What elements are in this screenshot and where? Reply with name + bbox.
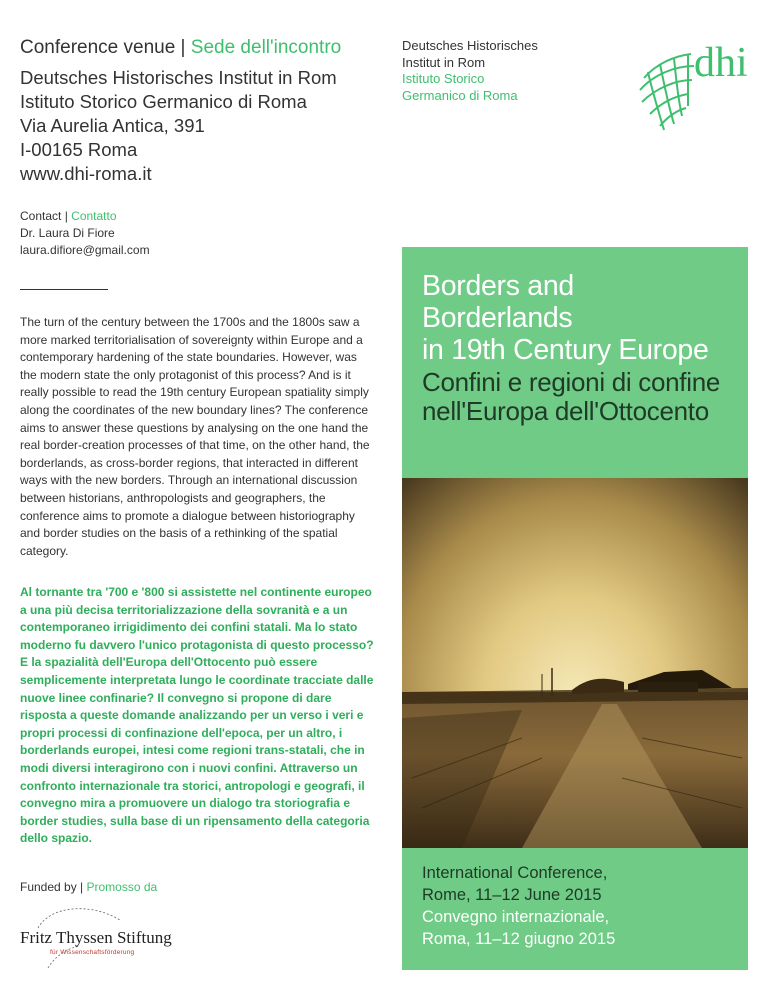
dhi-grid-icon (636, 26, 756, 136)
sponsor-name: Fritz Thyssen Stiftung (20, 928, 172, 947)
venue-website[interactable]: www.dhi-roma.it (20, 163, 152, 184)
title-en-line1: Borders and Borderlands (422, 270, 574, 334)
sponsor-subtitle: für Wissenschaftsförderung (50, 949, 135, 956)
contact-heading (20, 208, 320, 225)
venue-heading-separator: | (175, 37, 191, 58)
venue-line: Deutsches Historisches Institut in Rom (20, 67, 337, 88)
title-panel (402, 247, 748, 478)
venue-line: Istituto Storico Germanico di Roma (20, 91, 307, 112)
funded-by-en: Funded by (20, 880, 81, 894)
landscape-painting (402, 478, 748, 848)
venue-line: I-00165 Roma (20, 139, 138, 160)
venue-block (20, 36, 370, 186)
contact-block (20, 208, 320, 259)
venue-heading-it: Sede dell'incontro (190, 37, 342, 58)
conference-en-line2: Rome, 11–12 June 2015 (422, 886, 602, 904)
conference-en-line1: International Conference, (422, 864, 608, 882)
title-it-line2: nell'Europa dell'Ottocento (422, 396, 709, 426)
funded-by-separator: | (80, 880, 87, 894)
org-name-it-1: Istituto Storico (402, 71, 485, 86)
dhi-logo (636, 26, 756, 136)
org-name-de-1: Deutsches Historisches (402, 38, 538, 53)
contact-name: Dr. Laura Di Fiore (20, 226, 115, 240)
venue-heading-en: Conference venue (20, 37, 176, 58)
conference-info-panel (402, 848, 748, 970)
description-en: The turn of the century between the 1700s and the 1800s saw a more marked territorialisation of sovereignty within Europe and a contemporary hardening of the state boundaries. However, was the modern state the only protagonist of this process? And is it really possible to read the 19th century European spatiality simply along the coordinates of the new boundary lines? The conference aims to answer these questions by analysing on the one hand the real border-creation processes of that time, on the other hand, the borderlands, as cross-border regions, that interacted in different ways with the new borders. Through an international discussion between historians, anthropologists and geographers, the conference aims to promote a dialogue between historiography and border studies on the basis of a rethinking of the spatial category. (20, 315, 370, 558)
contact-email[interactable]: laura.difiore@gmail.com (20, 243, 150, 257)
org-block (402, 38, 602, 104)
title-it-line1: Confini e regioni di confine (422, 367, 721, 397)
venue-heading (20, 36, 370, 60)
painting-image (402, 478, 748, 848)
funded-by-label (20, 880, 157, 894)
venue-line: Via Aurelia Antica, 391 (20, 115, 205, 136)
sponsor-logo (20, 898, 172, 968)
funded-by-it: Promosso da (86, 880, 158, 894)
org-name-it-2: Germanico di Roma (402, 87, 518, 103)
title-en-line2: in 19th Century Europe (422, 334, 709, 366)
contact-heading-en: Contact (20, 209, 62, 223)
org-name-de-2: Institut in Rom (402, 54, 486, 70)
divider (20, 289, 108, 290)
description-it: Al tornante tra '700 e '800 si assistette nel continente europeo a una più decisa territorializzazione della sovranità e a un contemporaneo irrigidimento dei confini statali. Ma lo stato moderno fu davvero l'unico protagonista di questo processo? E la spazialità dell'Europa dell'Ottocento può essere semplicemente interpretata lungo le coordinate tracciate dalle nuove linee confinarie? Il convegno si propone di dare risposta a queste domande analizzando per un verso i veri e propri processi di confinazione dell'epoca, per un altro, i borderlands europei, intesi come regioni trans-statali, che in modi diversi interagirono con i nuovi confini. Attraverso un confronto internazionale tra storici, antropologi e geografi, il convegno mira a promuovere un dialogo tra storiografia e border studies, sulla base di un ripensamento della categoria dello spazio. (20, 585, 374, 846)
conference-it-line2: Roma, 11–12 giugno 2015 (422, 930, 616, 948)
conference-it-line1: Convegno internazionale, (422, 908, 610, 926)
contact-heading-separator: | (61, 209, 72, 223)
contact-heading-it: Contatto (71, 209, 117, 223)
dhi-logo-text: dhi (694, 40, 748, 86)
